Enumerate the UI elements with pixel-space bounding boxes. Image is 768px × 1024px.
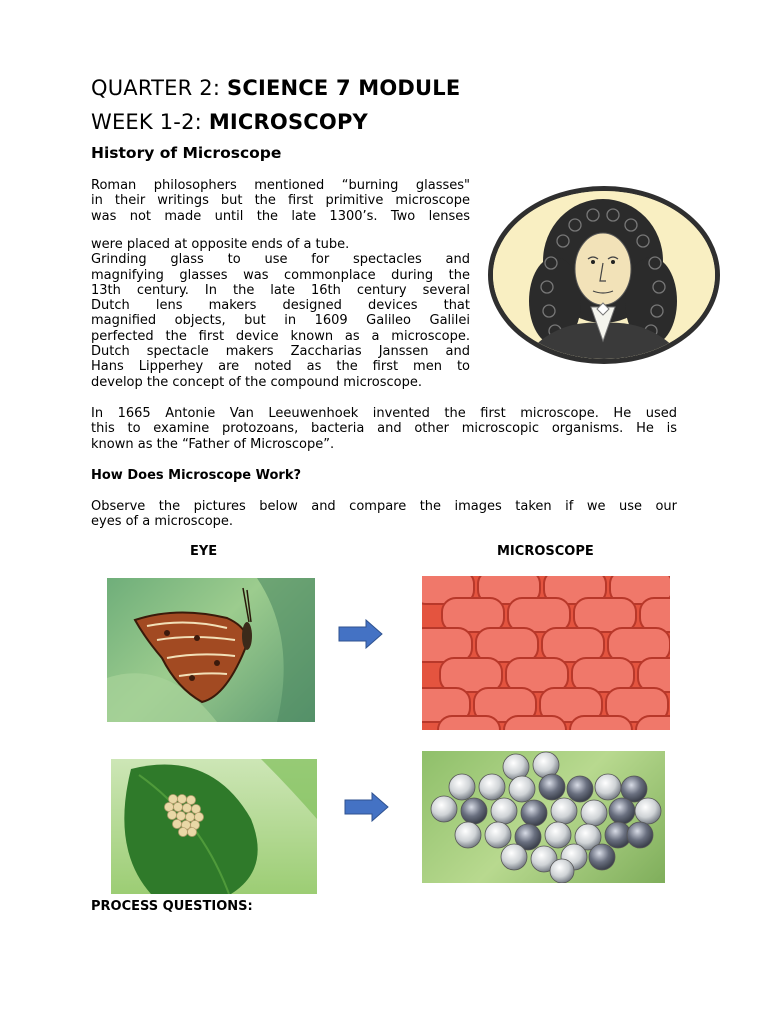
leaf-illustration	[111, 759, 317, 894]
eye-column-label: EYE	[190, 544, 218, 559]
text-line: eyes of a microscope.	[91, 514, 234, 530]
right-arrow-icon	[344, 792, 390, 822]
text-line: magnifying glasses was commonplace during the	[91, 267, 470, 283]
portrait-illustration	[493, 191, 715, 359]
week-title-bold: MICROSCOPY	[208, 110, 368, 134]
text-line: Grinding glass to use for spectacles and	[91, 252, 470, 268]
leeuwenhoek-paragraph	[91, 406, 677, 452]
eggs-microscope-photo	[422, 751, 665, 883]
text-line: was not made until the late 1300’s. Two lenses	[91, 208, 470, 224]
module-title	[91, 76, 460, 100]
text-line: develop the concept of the compound microscope.	[91, 374, 422, 390]
text-line: 13th century. In the late 16th century several	[91, 282, 470, 298]
text-line: magnified objects, but in 1609 Galileo Galilei	[91, 313, 470, 329]
process-questions-heading: PROCESS QUESTIONS:	[91, 899, 253, 914]
observe-paragraph	[91, 499, 677, 530]
text-line: Dutch lens makers designed devices that	[91, 298, 470, 314]
week-title-prefix: WEEK 1-2:	[91, 110, 209, 134]
text-line: in their writings but the first primitive microscope	[91, 193, 470, 209]
text-line: perfected the first device known as a microscope.	[91, 328, 470, 344]
section-title: History of Microscope	[91, 144, 282, 162]
history-paragraph-1	[91, 178, 470, 224]
module-title-bold: SCIENCE 7 MODULE	[227, 76, 461, 100]
scales-illustration	[422, 576, 670, 730]
how-microscope-works-heading: How Does Microscope Work?	[91, 468, 302, 483]
text-line: this to examine protozoans, bacteria and other microscopic organisms. He is	[91, 421, 677, 437]
text-line: were placed at opposite ends of a tube.	[91, 237, 350, 252]
text-line: Hans Lipperhey are noted as the first men to	[91, 359, 470, 375]
butterfly-scales-microscope-photo	[422, 576, 670, 730]
week-title	[91, 110, 368, 134]
text-line: Dutch spectacle makers Zaccharias Janssen and	[91, 344, 470, 360]
butterfly-photo	[107, 578, 315, 722]
leeuwenhoek-portrait	[488, 186, 720, 364]
text-line: Roman philosophers mentioned “burning glasses"	[91, 178, 470, 193]
text-line: Observe the pictures below and compare the images taken if we use our	[91, 499, 677, 514]
butterfly-illustration	[107, 578, 315, 722]
history-paragraph-2	[91, 237, 470, 390]
eggs-illustration	[422, 751, 665, 883]
text-line: In 1665 Antonie Van Leeuwenhoek invented the first microscope. He used	[91, 406, 677, 421]
right-arrow-icon	[338, 619, 384, 649]
microscope-column-label: MICROSCOPE	[497, 544, 594, 559]
module-title-prefix: QUARTER 2:	[91, 76, 228, 100]
leaf-eggs-photo	[111, 759, 317, 894]
text-line: known as the “Father of Microscope”.	[91, 436, 335, 452]
